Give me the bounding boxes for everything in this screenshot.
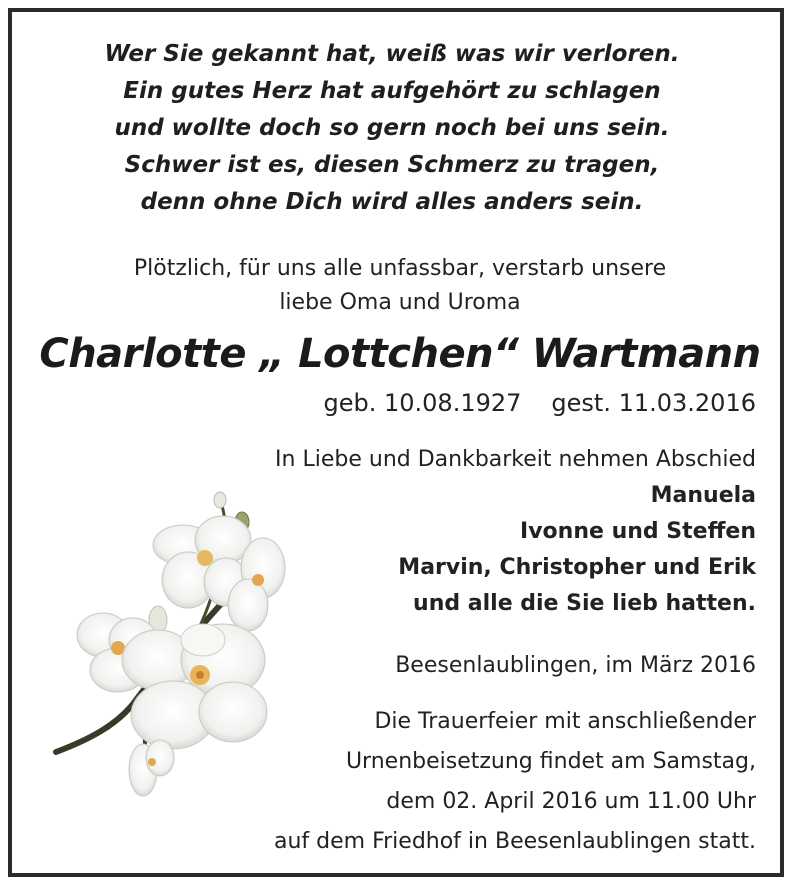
poem-line: Schwer ist es, diesen Schmerz zu tragen, bbox=[124, 152, 660, 178]
announcement-intro bbox=[0, 252, 800, 320]
mourners-list bbox=[398, 478, 756, 622]
farewell-text: In Liebe und Dankbarkeit nehmen Abschied bbox=[275, 447, 756, 472]
death-date: gest. 11.03.2016 bbox=[551, 389, 756, 417]
poem-line: und wollte doch so gern noch bei uns sein. bbox=[114, 115, 670, 141]
poem-line: Wer Sie gekannt hat, weiß was wir verloren. bbox=[104, 41, 680, 67]
ceremony-line: auf dem Friedhof in Beesenlaublingen statt. bbox=[273, 829, 756, 854]
poem-line: Ein gutes Herz hat aufgehört zu schlagen bbox=[123, 78, 661, 104]
poem bbox=[0, 36, 784, 221]
poem-line: denn ohne Dich wird alles anders sein. bbox=[140, 189, 644, 215]
ceremony-line: Urnenbeisetzung findet am Samstag, bbox=[345, 749, 756, 774]
place-date: Beesenlaublingen, im März 2016 bbox=[395, 653, 756, 678]
mourner: Manuela bbox=[650, 483, 756, 508]
birth-date: geb. 10.08.1927 bbox=[323, 389, 522, 417]
ceremony-line: dem 02. April 2016 um 11.00 Uhr bbox=[386, 789, 756, 814]
intro-line: liebe Oma und Uroma bbox=[279, 290, 521, 315]
mourner: Ivonne und Steffen bbox=[520, 519, 756, 544]
deceased-name: Charlotte „ Lottchen“ Wartmann bbox=[39, 331, 761, 377]
mourner: Marvin, Christopher und Erik bbox=[398, 555, 756, 580]
ceremony-line: Die Trauerfeier mit anschließender bbox=[374, 709, 756, 734]
ceremony-details bbox=[274, 702, 756, 862]
life-dates bbox=[324, 386, 757, 420]
mourner: und alle die Sie lieb hatten. bbox=[413, 591, 756, 616]
intro-line: Plötzlich, für uns alle unfassbar, verstarb unsere bbox=[133, 256, 667, 281]
orchid-image bbox=[48, 490, 288, 810]
